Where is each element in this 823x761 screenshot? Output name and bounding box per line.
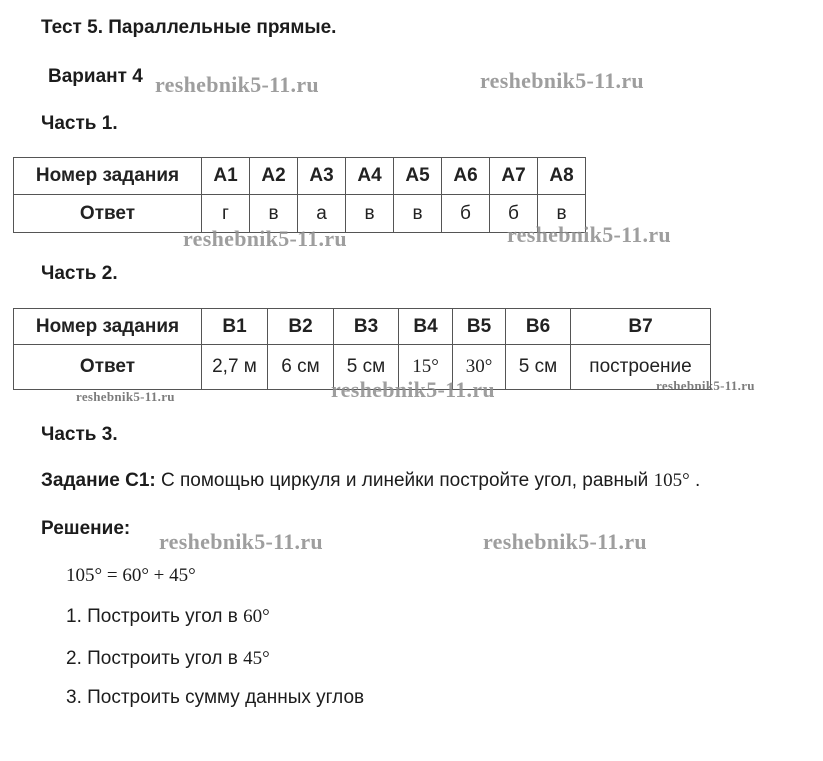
part1-task-a4: A4 [346, 158, 394, 195]
part2-task-b3: B3 [334, 309, 399, 345]
part3-heading: Часть 3. [41, 424, 118, 445]
part2-task-b6: B6 [506, 309, 571, 345]
solution-step-1-text: 1. Построить угол в [66, 606, 238, 627]
part1-task-a6: A6 [442, 158, 490, 195]
variant-label: Вариант 4 [48, 66, 143, 87]
watermark: reshebnik5-11.ru [159, 529, 323, 554]
part1-heading: Часть 1. [41, 113, 118, 134]
watermark: reshebnik5-11.ru [507, 222, 671, 247]
solution-step-2-value: 45° [243, 648, 270, 669]
part1-answer-a5: в [394, 195, 442, 233]
solution-equation: 105° = 60° + 45° [66, 565, 196, 586]
solution-step-1 [66, 606, 270, 628]
watermark: reshebnik5-11.ru [76, 389, 175, 404]
part2-task-b2: B2 [268, 309, 334, 345]
part1-task-a8: A8 [538, 158, 586, 195]
solution-label: Решение: [41, 518, 131, 539]
solution-step-2 [66, 648, 270, 670]
part2-task-b7: B7 [571, 309, 711, 345]
part2-task-b1: B1 [202, 309, 268, 345]
part2-heading: Часть 2. [41, 263, 118, 284]
part2-header-label: Номер задания [14, 309, 202, 345]
solution-step-2-text: 2. Построить угол в [66, 648, 238, 669]
task-c1-text: С помощью циркуля и линейки постройте угол, равный [161, 470, 649, 491]
watermark: reshebnik5-11.ru [155, 72, 319, 97]
part2-answer-b5: 30° [453, 345, 506, 390]
part1-header-label: Номер задания [14, 158, 202, 195]
part1-answer-a7: б [490, 195, 538, 233]
solution-step-3 [66, 687, 364, 709]
part1-task-a7: A7 [490, 158, 538, 195]
solution-step-3-text: 3. Построить сумму данных углов [66, 687, 365, 708]
watermark: reshebnik5-11.ru [331, 377, 495, 402]
part2-answer-b4: 15° [399, 345, 453, 390]
task-c1-end: . [694, 470, 701, 491]
part2-answer-b2: 6 см [268, 345, 334, 390]
part1-task-a1: A1 [202, 158, 250, 195]
task-c1-angle: 105° [653, 470, 690, 491]
watermark: reshebnik5-11.ru [480, 68, 644, 93]
part1-answer-a6: б [442, 195, 490, 233]
part1-answer-a4: в [346, 195, 394, 233]
part1-answer-a1: г [202, 195, 250, 233]
task-c1-label: Задание С1: [41, 470, 156, 491]
part1-answer-a3: а [298, 195, 346, 233]
part1-task-a2: A2 [250, 158, 298, 195]
part1-task-a5: A5 [394, 158, 442, 195]
part2-answer-b6: 5 см [506, 345, 571, 390]
watermark: reshebnik5-11.ru [483, 529, 647, 554]
part2-answer-label: Ответ [14, 345, 202, 390]
part2-answer-b3: 5 см [334, 345, 399, 390]
watermark: reshebnik5-11.ru [183, 226, 347, 251]
part2-answer-b1: 2,7 м [202, 345, 268, 390]
part2-answer-b7: построение [571, 345, 711, 390]
watermark: reshebnik5-11.ru [656, 378, 755, 393]
part1-answer-label: Ответ [14, 195, 202, 233]
part2-task-b5: B5 [453, 309, 506, 345]
solution-step-1-value: 60° [243, 606, 270, 627]
part1-task-a3: A3 [298, 158, 346, 195]
part2-task-b4: B4 [399, 309, 453, 345]
page-title: Тест 5. Параллельные прямые. [41, 17, 337, 38]
part1-answer-a8: в [538, 195, 586, 233]
task-c1 [41, 470, 700, 492]
part1-table [13, 157, 586, 233]
part1-answer-a2: в [250, 195, 298, 233]
